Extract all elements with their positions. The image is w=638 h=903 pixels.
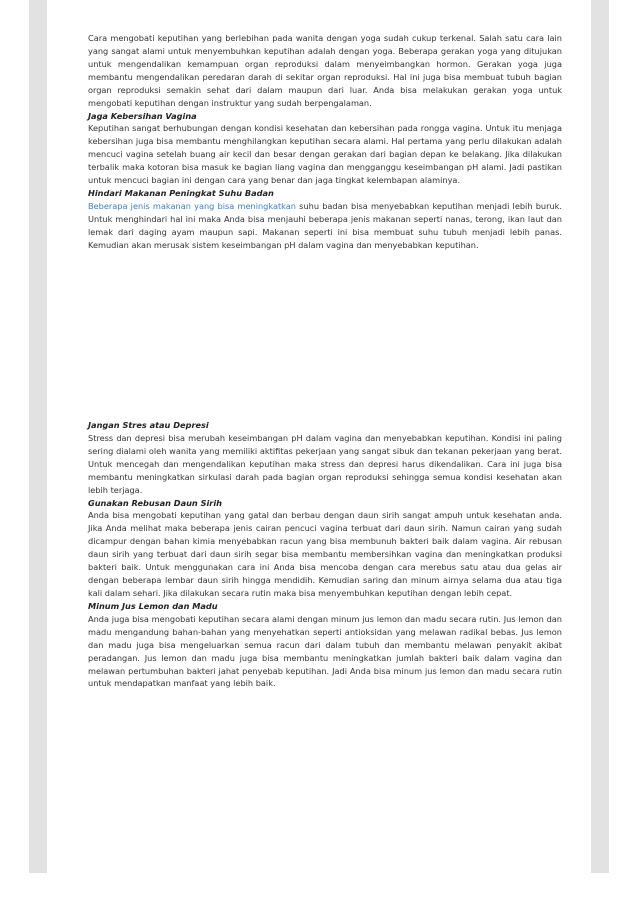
left-gutter — [29, 0, 47, 873]
paragraph-stres: Stress dan depresi bisa merubah keseimbangan pH dalam vagina dan menyebabkan keputihan. Kondisi ini paling sering dialami oleh wanita yang memiliki aktifitas pekerjaan yang sangat sibuk dan tekanan pekerjaan yang berat. Untuk mencegah dan mengendalikan keputihan maka stress dan depresi harus dikendalikan. Cara ini juga bisa membantu meningkatkan sirkulasi darah pada bagian organ reproduksi sehingga semua kondisi kesehatan akan lebih terjaga. — [88, 432, 562, 495]
makanan-link[interactable]: Beberapa jenis makanan yang bisa meningkatkan — [88, 200, 296, 211]
document-page — [47, 0, 591, 873]
paragraph-makanan-text: suhu badan bisa menyebabkan keputihan menjadi lebih buruk. Untuk menghindari hal ini maka Anda bisa menjauhi beberapa jenis makanan seperti nanas, terong, ikan laut dan lemak dari daging ayam maupun sapi. Makanan seperti ini bisa membuat suhu tubuh menjadi lebih panas. Kemudian akan merusak sistem keseimbangan pH dalam vagina dan menyebabkan keputihan. — [88, 200, 562, 250]
heading-jus-lemon: Minum Jus Lemon dan Madu — [88, 600, 218, 611]
paragraph-yoga: Cara mengobati keputihan yang berlebihan pada wanita dengan yoga sudah cukup terkenal. Salah satu cara lain yang sangat alami untuk menyembuhkan keputihan adalah dengan yoga. Beberapa gerakan yoga yang ditujukan untuk mengendalikan kemampuan organ reproduksi dalam menyeimbangkan hormon. Gerakan yoga juga membantu mengendalikan peredaran darah di sekitar organ reproduksi. Hal ini juga bisa membuat tubuh bagian organ reproduksi semakin sehat dari dalam maupun dari luar. Anda bisa melakukan gerakan yoga untuk mengobati keputihan dengan instruktur yang sudah berpengalaman. — [88, 33, 562, 108]
paragraph-kebersihan: Keputihan sangat berhubungan dengan kondisi kesehatan dan kebersihan pada rongga vagina. Untuk itu menjaga kebersihan juga bisa membantu menghilangkan keputihan secara alami. Hal pertama yang perlu dilakukan adalah mencuci vagina setelah buang air kecil dan besar dengan gerakan dari bagian depan ke belakang. Jika dilakukan terbalik maka kotoran bisa masuk ke bagian liang vagina dan mengganggu keseimbangan pH alami. Jadi pastikan untuk mencuci bagian ini dengan cara yang benar dan jaga tingkat kelembapan alaminya. — [88, 123, 562, 186]
heading-hindari-makanan: Hindari Makanan Peningkat Suhu Badan — [88, 188, 274, 199]
paragraph-makanan — [88, 200, 562, 252]
right-gutter — [591, 0, 609, 873]
article-top-block — [88, 32, 562, 252]
paragraph-sirih: Anda bisa mengobati keputihan yang gatal dan berbau dengan daun sirih sangat ampuh untuk kesehatan anda. Jika Anda melihat maka beberapa jenis cairan pencuci vagina terbuat dari daun sirih. Namun cairan yang sudah dicampur dengan bahan kimia menyebabkan racun yang bisa membunuh bakteri baik dalam vagina. Air rebusan daun sirih yang terbuat dari daun sirih segar bisa membantu membersihkan vagina dan meningkatkan produksi bakteri baik. Untuk menggunakan cara ini Anda bisa mencoba dengan cara merebus satu atau dua gelas air dengan beberapa lembar daun sirih hingga mendidih. Kemudian saring dan minum airnya selama dua atau tiga kali dalam sehari. Jika dilakukan secara rutin maka bisa menyembuhkan keputihan dengan lebih cepat. — [88, 510, 562, 598]
paragraph-lemon: Anda juga bisa mengobati keputihan secara alami dengan minum jus lemon dan madu secara rutin. Jus lemon dan madu mengandung bahan-bahan yang menyehatkan seperti antioksidan yang melawan radikal bebas. Jus lemon dan madu juga bisa mengeluarkan semua racun dari dalam tubuh dan membantu melawan penyakit akibat peradangan. Jus lemon dan madu juga bisa membantu meningkatkan jumlah bakteri baik dalam vagina dan melawan pertumbuhan bakteri jahat penyebab keputihan. Jadi Anda bisa minum jus lemon dan madu secara rutin untuk mendapatkan manfaat yang lebih baik. — [88, 613, 562, 689]
article-bottom-block — [88, 419, 562, 690]
heading-jaga-kebersihan: Jaga Kebersihan Vagina — [88, 110, 197, 121]
heading-jangan-stres: Jangan Stres atau Depresi — [88, 420, 209, 430]
heading-daun-sirih: Gunakan Rebusan Daun Sirih — [88, 497, 222, 508]
